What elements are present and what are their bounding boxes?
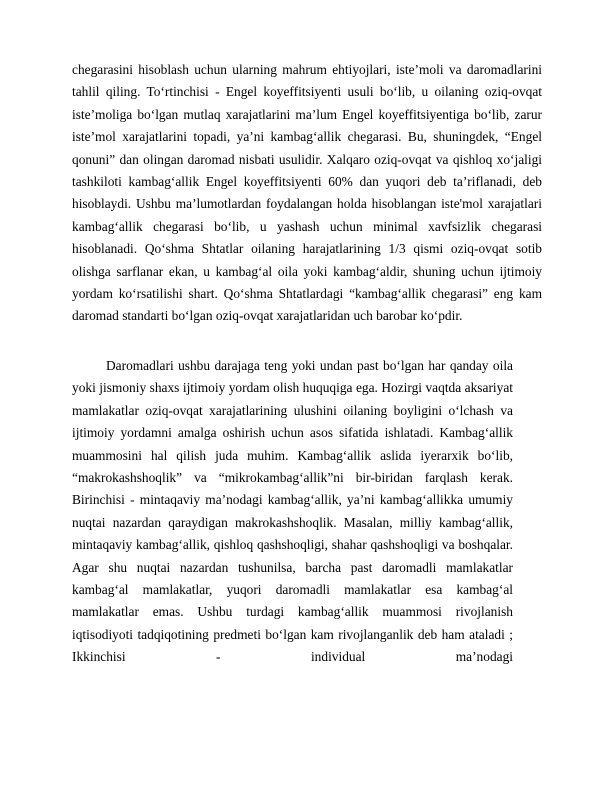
body-paragraph: Daromadlari ushbu darajaga teng yoki undan past bo‘lgan har qanday oila yoki jismoniy shaxs ijtimoiy yordam olish huquqiga ega. Hozirgi vaqtda aksariyat mamlakatlar oziq-ovqat xarajatlarining ulushini oilaning boyligini o‘lchash va ijtimoiy yordamni amalga oshirish uchun asos sifatida ishlatadi. Kambag‘allik muammosini hal qilish juda muhim. Kambag‘allik aslida iyerarxik bo‘lib, “makrokashshoqlik” va “mikrokambag‘allik”ni bir-biridan farqlash kerak. Birinchisi - mintaqaviy ma’nodagi kambag‘allik, ya’ni kambag‘allikka umumiy nuqtai nazardan qaraydigan makrokashshoqlik. Masalan, milliy kambag‘allik, mintaqaviy kambag‘allik, qishloq qashshoqligi, shahar qashshoqligi va boshqalar. Agar shu nuqtai nazardan tushunilsa, barcha past daromadli mamlakatlar kambag‘al mamlakatlar, yuqori daromadli mamlakatlar esa kambag‘al mamlakatlar emas. Ushbu turdagi kambag‘allik muammosi rivojlanish iqtisodiyoti tadqiqotining predmeti bo‘lgan kam rivojlanganlik deb ham ataladi ; Ikkinchisi - individual ma’nodagi	[72, 358, 513, 665]
body-paragraph: chegarasini hisoblash uchun ularning mahrum ehtiyojlari, iste’moli va daromadlarini tahlil qiling. To‘rtinchisi - Engel koyeffitsiyenti usuli bo‘lib, u oilaning oziq-ovqat iste’moliga bo‘lgan mutlaq xarajatlarini ma’lum Engel koyeffitsiyentiga bo‘lib, zarur iste’mol xarajatlarini topadi, ya’ni kambag‘allik chegarasi. Bu, shuningdek, “Engel qonuni” dan olingan daromad nisbati usulidir. Xalqaro oziq-ovqat va qishloq xo‘jaligi tashkiloti kambag‘allik Engel koyeffitsiyenti 60% dan yuqori deb ta’riflanadi, deb hisoblaydi. Ushbu ma’lumotlardan foydalangan holda hisoblangan iste'mol xarajatlari kambag‘allik chegarasi bo‘lib, u yashash uchun minimal xavfsizlik chegarasi hisoblanadi. Qo‘shma Shtatlar oilaning harajatlarining 1/3 qismi oziq-ovqat sotib olishga sarflanar ekan, u kambag‘al oila yoki kambag‘aldir, shuning uchun ijtimoiy yordam ko‘rsatilishi shart. Qo‘shma Shtatlardagi “kambag‘allik chegarasi” eng kam daromad standarti bo‘lgan oziq-ovqat xarajatlaridan uch barobar ko‘pdir.	[72, 62, 542, 324]
